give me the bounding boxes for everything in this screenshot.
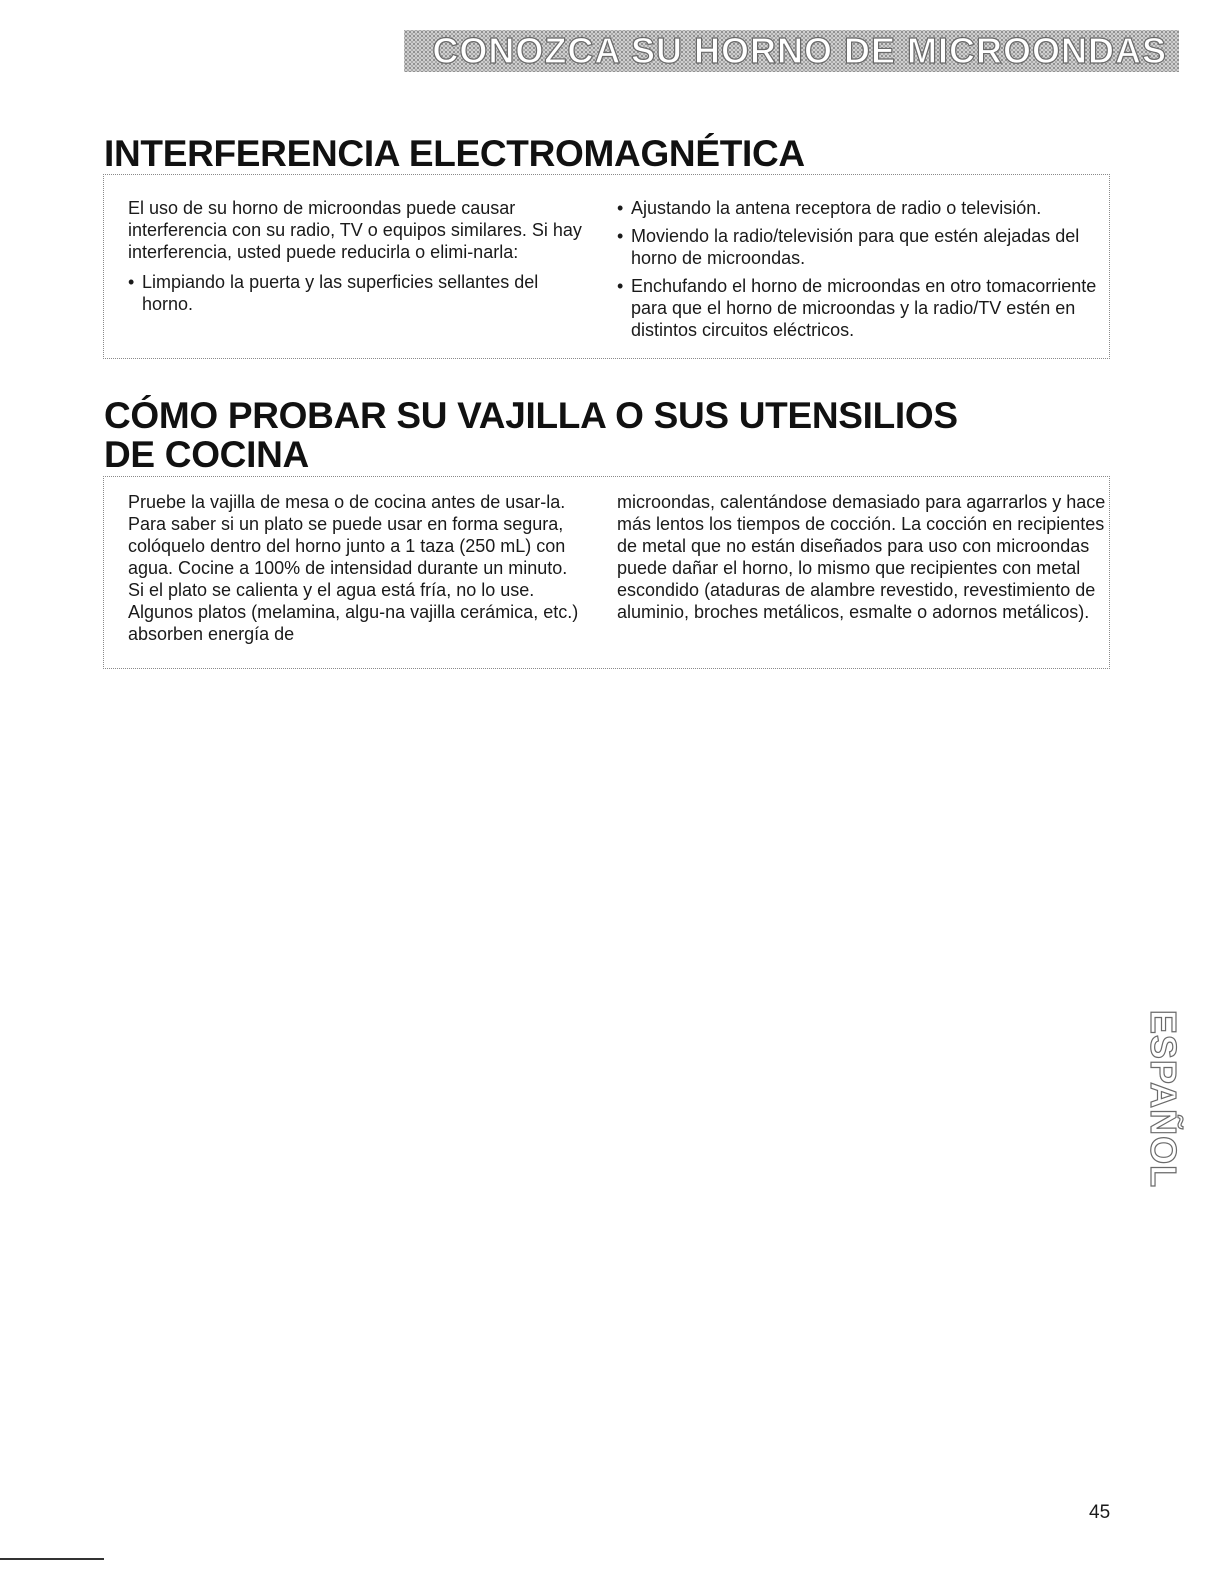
interferencia-right-column [617,197,1107,341]
interferencia-left-column [128,197,588,315]
language-side-tab-text: ESPAÑOL [1143,1009,1184,1189]
heading-como-probar [104,396,958,474]
como-probar-right-column [617,491,1107,623]
como-probar-paragraph-left: Pruebe la vajilla de mesa o de cocina antes de usar-la. Para saber si un plato se puede usar en forma segura, colóquelo dentro del horno junto a 1 taza (250 mL) con agua. Cocine a 100% de intensidad durante un minuto. Si el plato se calienta y el agua está fría, no lo use. Algunos platos (melamina, algu-na vajilla cerámica, etc.) absorben energía de [128,492,579,644]
list-item: • Enchufando el horno de microondas en otro tomacorriente para que el horno de microondas y la radio/TV estén en distintos circuitos eléctricos. [617,275,1107,341]
section-banner [404,30,1179,72]
heading-como-probar-line2: DE COCINA [104,434,309,475]
section-banner-text: CONOZCA SU HORNO DE MICROONDAS [432,30,1167,71]
interferencia-box [103,174,1110,359]
como-probar-left-column [128,491,588,645]
footer-rule [0,1558,104,1560]
list-item: • Moviendo la radio/televisión para que estén alejadas del horno de microondas. [617,225,1107,269]
heading-interferencia: INTERFERENCIA ELECTROMAGNÉTICA [104,133,805,174]
interferencia-intro: El uso de su horno de microondas puede causar interferencia con su radio, TV o equipos similares. Si hay interferencia, usted puede reducirla o elimi-narla: [128,198,582,262]
como-probar-box [103,476,1110,669]
list-item: • Ajustando la antena receptora de radio o televisión. [617,197,1107,219]
heading-como-probar-line1: CÓMO PROBAR SU VAJILLA O SUS UTENSILIOS [104,395,958,436]
como-probar-paragraph-right: microondas, calentándose demasiado para agarrarlos y hace más lentos los tiempos de cocción. La cocción en recipientes de metal que no están diseñados para uso con microondas puede dañar el horno, lo mismo que recipientes con metal escondido (ataduras de alambre revestido, revestimiento de aluminio, broches metálicos, esmalte o adornos metálicos). [617,492,1106,622]
list-item: • Limpiando la puerta y las superficies sellantes del horno. [128,271,588,315]
language-side-tab [1143,1009,1184,1189]
page-number: 45 [1089,1502,1111,1523]
